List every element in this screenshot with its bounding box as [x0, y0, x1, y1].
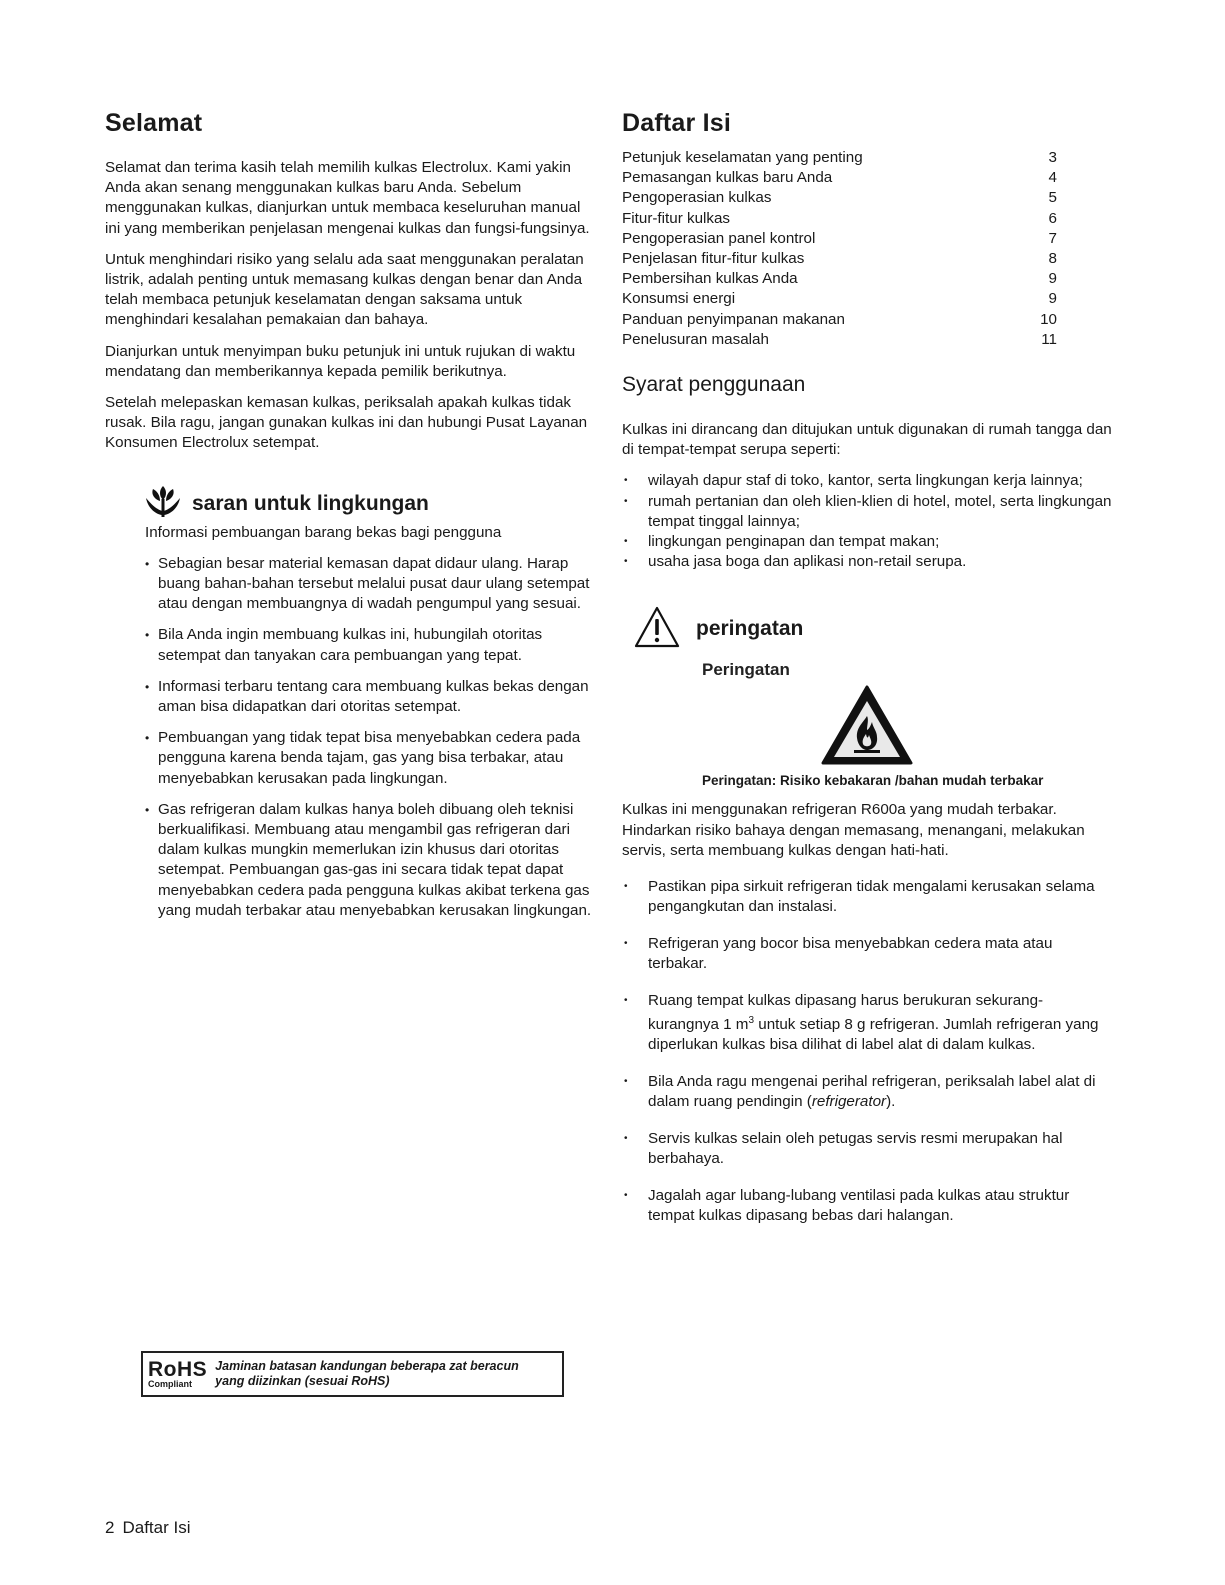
- list-item: • Sebagian besar material kemasan dapat didaur ulang. Harap buang bahan-bahan tersebut melalui pusat daur ulang setempat atau dengan membuangnya di wadah pengumpul yang sesuai.: [145, 554, 593, 615]
- list-item-text: untuk setiap 8 g refrigeran. Jumlah refrigeran yang diperlukan kulkas bisa dilihat di label alat di dalam kulkas.: [648, 1016, 1099, 1054]
- toc-row: [622, 269, 1057, 289]
- usage-heading: Syarat penggunaan: [622, 373, 806, 397]
- list-item: • Bila Anda ingin membuang kulkas ini, hubungilah otoritas setempat dan tanyakan cara pembuangan yang tepat.: [145, 625, 593, 665]
- toc-row: [622, 229, 1057, 249]
- toc-page-number: 9: [1048, 290, 1057, 308]
- fire-warning-figure: [622, 684, 1112, 771]
- toc-page-number: 3: [1048, 149, 1057, 166]
- toc-row: [622, 330, 1057, 350]
- fire-warning-caption: Peringatan: Risiko kebakaran /bahan mudah terbakar: [702, 773, 1044, 789]
- list-item: • usaha jasa boga dan aplikasi non-retail serupa.: [622, 552, 1112, 572]
- toc-label: Penelusuran masalah: [622, 330, 769, 348]
- toc-row: [622, 148, 1057, 168]
- list-item: • Refrigeran yang bocor bisa menyebabkan cedera mata atau terbakar.: [622, 934, 1112, 974]
- toc-row: [622, 209, 1057, 229]
- toc-row: [622, 249, 1057, 269]
- list-item: • Pastikan pipa sirkuit refrigeran tidak mengalami kerusakan selama pengangkutan dan instalasi.: [622, 877, 1112, 917]
- toc-title: Daftar Isi: [622, 109, 731, 137]
- rohs-box: [141, 1351, 564, 1397]
- list-item: • Servis kulkas selain oleh petugas servis resmi merupakan hal berbahaya.: [622, 1129, 1112, 1169]
- list-item: [622, 991, 1112, 1056]
- footer-section-title: Daftar Isi: [122, 1518, 191, 1537]
- toc-page-number: 6: [1048, 209, 1057, 227]
- list-item: [622, 1072, 1112, 1112]
- plant-icon: [145, 484, 181, 523]
- toc-row: [622, 188, 1057, 208]
- warning-triangle-icon: [634, 606, 680, 653]
- welcome-paragraph: Untuk menghindari risiko yang selalu ada saat menggunakan peralatan listrik, adalah penting untuk memasang kulkas dengan benar dan Anda telah membaca petunjuk keselamatan dengan saksama untuk menghindari kesalahan pemakaian dan bahaya.: [105, 250, 584, 329]
- toc-label: Panduan penyimpanan makanan: [622, 310, 845, 328]
- toc-page-number: 7: [1048, 229, 1057, 247]
- rohs-logo-subtext: Compliant: [148, 1379, 192, 1389]
- list-item-text: Bila Anda ragu mengenai perihal refrigeran, periksalah label alat di dalam ruang pendingin (: [648, 1073, 1096, 1111]
- toc-row: [622, 289, 1057, 309]
- toc-label: Petunjuk keselamatan yang penting: [622, 149, 863, 166]
- toc-page-number: 4: [1048, 169, 1057, 187]
- list-item: • Informasi terbaru tentang cara membuang kulkas bekas dengan aman bisa didapatkan dari otoritas setempat.: [145, 677, 593, 717]
- toc-page-number: 8: [1048, 250, 1057, 268]
- toc-row: [622, 310, 1057, 330]
- toc-label: Pemasangan kulkas baru Anda: [622, 169, 833, 187]
- rohs-line: Jaminan batasan kandungan beberapa zat beracun: [215, 1358, 519, 1373]
- eco-heading-row: [145, 487, 593, 521]
- page-footer: [105, 1518, 191, 1538]
- list-item: • Pembuangan yang tidak tepat bisa menyebabkan cedera pada pengguna karena benda tajam, gas yang bisa terbakar, atau menyebabkan kerusakan pada lingkungan.: [145, 728, 593, 789]
- flammable-fire-icon: [820, 753, 914, 770]
- list-item: • Jagalah agar lubang-lubang ventilasi pada kulkas atau struktur tempat kulkas dipasang bebas dari halangan.: [622, 1186, 1112, 1226]
- right-column: [622, 108, 1112, 1243]
- rohs-logo-text: RoHS: [148, 1358, 208, 1381]
- toc-label: Konsumsi energi: [622, 290, 736, 308]
- list-item-text: Ruang tempat kulkas dipasang harus berukuran sekurang-kurangnya 1 m: [648, 991, 1044, 1034]
- eco-intro: Informasi pembuangan barang bekas bagi pengguna: [145, 523, 502, 541]
- rohs-description: [215, 1359, 519, 1390]
- page-number: 2: [105, 1518, 115, 1537]
- welcome-paragraph: Selamat dan terima kasih telah memilih kulkas Electrolux. Kami yakin Anda akan senang menggunakan kulkas baru Anda. Sebelum menggunakan kulkas, dianjurkan untuk membaca keseluruhan manual ini yang memberikan penjelasan mengenai kulkas dan fungsi-fungsinya.: [105, 159, 590, 237]
- usage-list: [622, 471, 1112, 572]
- toc-page-number: 5: [1048, 189, 1057, 207]
- left-column: [105, 108, 593, 932]
- warning-subheading: Peringatan: [702, 660, 790, 680]
- list-item: • lingkungan penginapan dan tempat makan;: [622, 532, 1112, 552]
- toc-label: Pembersihan kulkas Anda: [622, 270, 798, 288]
- welcome-paragraph: Setelah melepaskan kemasan kulkas, periksalah apakah kulkas tidak rusak. Bila ragu, jangan gunakan kulkas ini dan hubungi Pusat Layanan Konsumen Electrolux setempat.: [105, 394, 588, 452]
- warning-paragraph: Kulkas ini menggunakan refrigeran R600a yang mudah terbakar. Hindarkan risiko bahaya dengan memasang, menangani, melakukan servis, serta membuang kulkas dengan hati-hati.: [622, 801, 1085, 859]
- eco-heading: saran untuk lingkungan: [192, 491, 429, 515]
- list-item-text: ).: [886, 1093, 896, 1111]
- list-item: • Gas refrigeran dalam kulkas hanya boleh dibuang oleh teknisi berkualifikasi. Membuang atau mengambil gas refrigeran dari dalam kulkas mungkin memerlukan izin khusus dari otoritas setempat. Pembuangan gas-gas ini secara tidak tepat dapat menyebabkan cedera pada pengguna kulkas akibat terkena gas yang mudah terbakar atau menyebabkan kerusakan lingkungan.: [145, 800, 593, 921]
- toc-label: Pengoperasian panel kontrol: [622, 229, 816, 247]
- warning-heading: peringatan: [696, 617, 804, 641]
- rohs-line: yang diizinkan (sesuai RoHS): [215, 1374, 390, 1388]
- toc-row: [622, 168, 1057, 188]
- list-item: • rumah pertanian dan oleh klien-klien di hotel, motel, serta lingkungan tempat tinggal lainnya;: [622, 492, 1112, 532]
- toc-label: Penjelasan fitur-fitur kulkas: [622, 250, 805, 268]
- warning-heading-row: [634, 606, 1112, 652]
- welcome-title: Selamat: [105, 109, 203, 137]
- eco-list: [145, 554, 593, 921]
- toc-label: Pengoperasian kulkas: [622, 189, 772, 207]
- toc-page-number: 9: [1048, 270, 1057, 288]
- warning-list: [622, 877, 1112, 1226]
- superscript: 3: [748, 1015, 755, 1027]
- table-of-contents: [622, 148, 1112, 350]
- italic-term: refrigerator: [811, 1093, 887, 1111]
- toc-page-number: 11: [1041, 330, 1057, 348]
- toc-page-number: 10: [1040, 310, 1057, 328]
- list-item: • wilayah dapur staf di toko, kantor, serta lingkungan kerja lainnya;: [622, 471, 1112, 491]
- welcome-paragraph: Dianjurkan untuk menyimpan buku petunjuk ini untuk rujukan di waktu mendatang dan memberikannya kepada pemilik berikutnya.: [105, 342, 576, 380]
- toc-label: Fitur-fitur kulkas: [622, 209, 731, 227]
- rohs-logo: [148, 1359, 207, 1389]
- usage-intro: Kulkas ini dirancang dan ditujukan untuk digunakan di rumah tangga dan di tempat-tempat serupa seperti:: [622, 421, 1112, 459]
